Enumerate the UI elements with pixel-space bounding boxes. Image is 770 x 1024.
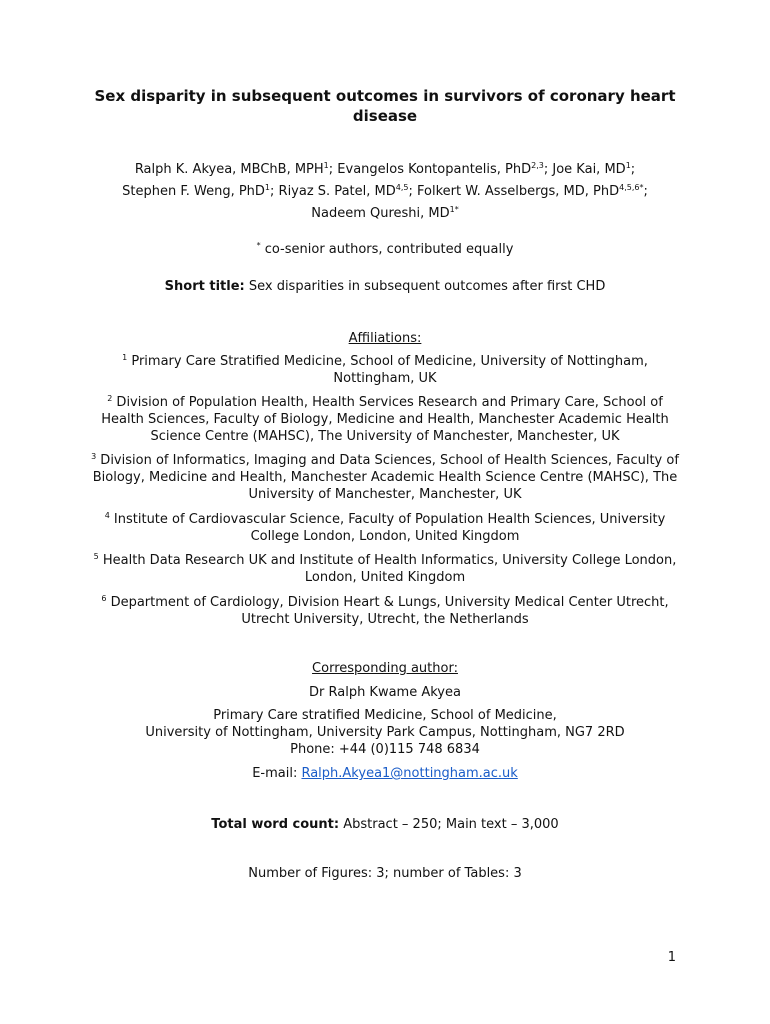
word-count: Total word count: Abstract – 250; Main text – 3,000 (211, 817, 559, 832)
page-number: 1 (667, 950, 676, 965)
co-senior-note: * co-senior authors, contributed equally (256, 241, 514, 257)
corresponding-name: Dr Ralph Kwame Akyea (309, 685, 461, 700)
paper-title: Sex disparity in subsequent outcomes in survivors of coronary heart disease (94, 87, 676, 125)
corresponding-address: Primary Care stratified Medicine, School of Medicine, University of Nottingham, University Park Campus, Nottingham, NG7 2RD Phone: +44 (0)115 748 6834 (145, 708, 625, 757)
email-line: E-mail: Ralph.Akyea1@nottingham.ac.uk (252, 766, 518, 781)
figures-tables-count: Number of Figures: 3; number of Tables: 3 (248, 866, 522, 881)
author: Riyaz S. Patel, MD$^{4,5}$; (278, 183, 417, 199)
author: Stephen F. Weng, PhD$^1$; (122, 183, 279, 199)
affiliation-2: $^2$ Division of Population Health, Health Services Research and Primary Care, School of Health Sciences, Faculty of Biology, Medicine and Health, Manchester Academic Health Science Centre (MAHSC), The University of Manchester, Manchester, UK (101, 394, 669, 444)
affiliation-3: $^3$ Division of Informatics, Imaging and Data Sciences, School of Health Sciences, Faculty of Biology, Medicine and Health, Manchester Academic Health Science Centre (MAHSC), The University of Manchester, Manchester, UK (91, 452, 679, 502)
author: Joe Kai, $MD^1$; (552, 161, 636, 177)
author-list (60, 159, 710, 225)
affiliations-heading: Affiliations: (348, 331, 422, 346)
corresponding-heading: Corresponding author: (312, 661, 458, 676)
affiliation-6: $^6$ Department of Cardiology, Division Heart & Lungs, University Medical Center Utrecht, Utrecht University, Utrecht, the Netherlands (101, 594, 669, 627)
author: Nadeem Qureshi, $MD^{1*}$ (311, 205, 459, 221)
affiliation-4: $^4$ Institute of Cardiovascular Science, Faculty of Population Health Sciences, University College London, London, United Kingdom (104, 511, 666, 544)
author: Evangelos Kontopantelis, PhD$^{2,3}$; (337, 161, 553, 177)
email-link[interactable]: Ralph.Akyea1@nottingham.ac.uk (301, 766, 518, 781)
phone-number: Phone: +44 (0)115 748 6834 (290, 742, 480, 757)
affiliation-5: $^5$ Health Data Research UK and Institute of Health Informatics, University College London, London, United Kingdom (93, 552, 677, 585)
author: Folkert W. Asselbergs, MD, PhD$^{4,5,6*}$; (416, 183, 648, 199)
affiliation-1: $^1$ Primary Care Stratified Medicine, School of Medicine, University of Nottingham, Nottingham, UK (122, 353, 648, 386)
author: Ralph K. Akyea, MBChB, MPH$^1$; (134, 161, 338, 177)
short-title: Short title: Sex disparities in subsequent outcomes after first CHD (164, 279, 606, 294)
